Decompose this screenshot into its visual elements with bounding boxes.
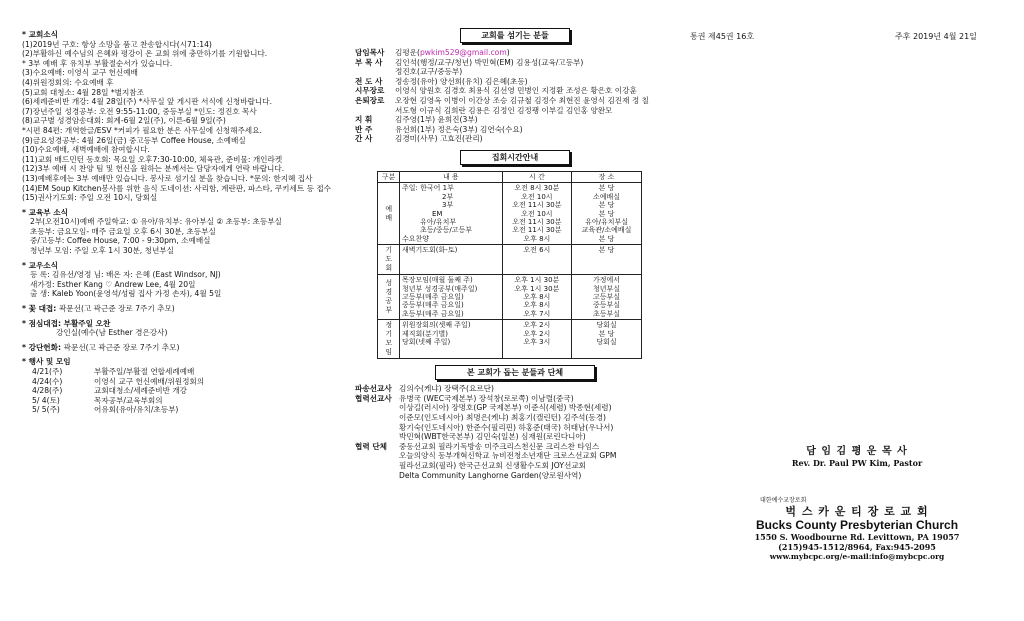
mission-label bbox=[355, 432, 399, 442]
edu-list bbox=[22, 217, 340, 255]
volume-number: 통권 제45권 16호 bbox=[690, 32, 755, 41]
middle-column bbox=[355, 28, 675, 480]
schedule-header: 구분 bbox=[378, 171, 400, 182]
staff-row bbox=[355, 96, 675, 106]
event-date: 4/21(주) bbox=[32, 367, 63, 376]
mission-label bbox=[355, 403, 399, 413]
staff-row bbox=[355, 67, 675, 77]
schedule-item: 오전 11시 30분 bbox=[512, 226, 562, 235]
mission-value: 필라선교회(필라) 한국근선교회 신생활수도회 JOY선교회 bbox=[399, 460, 586, 470]
mission-row bbox=[355, 413, 675, 423]
event-row bbox=[22, 377, 340, 387]
staff-label: 부 목 사 bbox=[355, 57, 383, 67]
mission-row bbox=[355, 432, 675, 442]
schedule-title: 집회시간안내 bbox=[460, 150, 570, 165]
mission-label bbox=[355, 471, 399, 481]
staff-value-text: 정송정(유아) 양선희(유치) 김은혜(초등) bbox=[395, 76, 528, 86]
mission-value: 김의수(케냐) 장택주(요르단) bbox=[399, 384, 494, 394]
news-line: (1)2019년 구호: 항상 소망을 품고 찬송합시다(시71:14) bbox=[22, 39, 212, 49]
schedule-item: 오후 8시 bbox=[523, 301, 551, 310]
mission-value: 오늘의양식 동부개혁신학교 뉴비전청소년재단 크로스선교회 GPM bbox=[399, 451, 617, 461]
edu-line: 2부(오전10시)예배 주일학교: ① 유아/유치부: 유아부실 ② 초등부: 초등부실 bbox=[30, 217, 282, 227]
left-column bbox=[22, 30, 340, 415]
flower-text: 곽문선(고 곽근준 장로 7주기 추모) bbox=[58, 304, 175, 314]
mission-row bbox=[355, 384, 675, 394]
staff-title: 교회를 섬기는 분들 bbox=[460, 28, 570, 43]
schedule-item: 초등부(매주 금요일) bbox=[402, 309, 464, 318]
staff-value bbox=[395, 134, 483, 144]
event-text: 교회대청소/세례준비반 개강 bbox=[94, 386, 187, 396]
event-row bbox=[22, 405, 340, 415]
staff-value-text: 서도형 이규식 김희란 김용은 김정인 김정팽 이부길 김인홍 양완모 bbox=[395, 105, 613, 115]
schedule-cell bbox=[572, 275, 642, 320]
schedule-item: 오후 8시 bbox=[523, 293, 551, 301]
schedule-item: 오후 3시 bbox=[523, 338, 551, 347]
mission-value: 이준모(인도네시아) 최명은(케냐) 최홍기(캘린턴) 김주석(동경) bbox=[399, 413, 606, 422]
members-title: * 교우소식 bbox=[22, 260, 58, 270]
schedule-item: 오전 8시 30분 bbox=[514, 184, 560, 193]
schedule-item: 유아/유치부 bbox=[420, 217, 457, 226]
schedule-item: 본 당 bbox=[598, 329, 615, 338]
schedule-item: 오전 10시 bbox=[521, 192, 553, 201]
pastor-email-link[interactable]: pwkim529@gmail.com bbox=[419, 48, 507, 57]
staff-value bbox=[395, 115, 478, 125]
staff-value bbox=[395, 58, 583, 68]
missions-list bbox=[355, 384, 675, 480]
event-date: 4/24(수) bbox=[32, 376, 63, 386]
edu-line: 중/고등부: Coffee House, 7:00 - 9:30pm, 소예배실 bbox=[30, 236, 211, 246]
mission-row bbox=[355, 394, 675, 404]
schedule-row bbox=[378, 183, 642, 245]
schedule-item: 제직회(분기별) bbox=[402, 329, 449, 338]
mission-row bbox=[355, 442, 675, 452]
schedule-cell bbox=[400, 320, 503, 359]
news-line: * 3부 예배 후 유치부 부활절순서가 있습니다. bbox=[22, 58, 173, 68]
schedule-cell bbox=[502, 275, 571, 320]
church-name-english: Bucks County Presbyterian Church bbox=[755, 518, 959, 532]
staff-value-text: 김평운( bbox=[395, 48, 420, 57]
event-row bbox=[22, 396, 340, 406]
schedule-item: 청년부 성경공부(매주일) bbox=[402, 284, 478, 293]
schedule-item: 본 당 bbox=[598, 201, 615, 210]
schedule-item: EM bbox=[432, 209, 443, 218]
schedule-header-row bbox=[378, 171, 642, 182]
event-date: 5/ 5(주) bbox=[32, 405, 60, 415]
schedule-item: 당회(넷째 주일) bbox=[402, 338, 451, 347]
schedule-item: 2부 bbox=[442, 192, 454, 201]
mission-label: 협력선교사 bbox=[355, 393, 392, 403]
staff-value-text: 오장현 김영옥 이병이 이간상 조승 김규철 김정수 최현진 윤영식 김진재 정 칠 bbox=[395, 95, 649, 105]
staff-value bbox=[395, 77, 528, 87]
staff-value-text: 김경미(사무) 고효진(관리) bbox=[395, 134, 483, 144]
mission-label: 협력 단체 bbox=[355, 441, 387, 451]
staff-value bbox=[395, 48, 510, 58]
staff-value-text: 정진호(교구/중등부) bbox=[395, 67, 463, 77]
edu-line: 초등부: 금요모임- 매주 금요일 오후 6시 30분, 초등부실 bbox=[30, 226, 216, 236]
mission-value: 이상길(러시아) 장명호(GP 국제본부) 이준식(세렴) 박종현(세렴) bbox=[399, 403, 612, 413]
schedule-item: 수요찬양 bbox=[402, 234, 430, 243]
news-line: (2)부활하신 예수님의 은혜와 평강이 온 교회 위에 충만하기를 기원합니다. bbox=[22, 49, 268, 59]
staff-label: 반 주 bbox=[355, 124, 373, 134]
schedule-item: 오전 10시 bbox=[521, 209, 553, 218]
church-name-korean: 벅 스 카 운 티 장 로 교 회 bbox=[785, 505, 929, 518]
mission-value: 황기숙(인도네시아) 한준수(필리핀) 하홍준(태국) 허태남(우나서) bbox=[399, 422, 614, 432]
member-line: 출 생: Kaleb Yoon(윤영석/성림 집사 가정 손자), 4월 5일 bbox=[30, 289, 222, 299]
event-text: 이영식 교구 헌신예배/위원정회의 bbox=[94, 376, 205, 386]
lunch-text: 강인실(예수(남 Esther 경은강사) bbox=[56, 328, 168, 338]
staff-row bbox=[355, 58, 675, 68]
mission-label bbox=[355, 461, 399, 471]
church-phone: (215)945-1512/8964, Fax:945-2095 bbox=[778, 542, 936, 552]
schedule-cell bbox=[572, 320, 642, 359]
schedule-category: 예배 bbox=[378, 183, 400, 245]
issue-date: 주후 2019년 4월 21일 bbox=[895, 32, 977, 41]
flower-line bbox=[22, 304, 340, 314]
schedule-cell bbox=[572, 245, 642, 275]
news-line: (6)세례준비반 개강: 4월 28일(주) *사무실 앞 게시판 서식에 신청바랍니다. bbox=[22, 97, 272, 107]
staff-value bbox=[395, 106, 612, 116]
news-line: (8)교구별 성경암송대회: 회계-6월 2일(주), 이른-6월 9일(주) bbox=[22, 116, 226, 126]
schedule-cell bbox=[502, 183, 571, 245]
news-list bbox=[22, 40, 340, 203]
schedule-item: 오전 11시 30분 bbox=[512, 217, 562, 226]
news-line: *시편 84편: 개역한글/ESV *커피가 필요한 분은 사무실에 신청해주세요. bbox=[22, 125, 262, 135]
schedule-category: 성경공부 bbox=[378, 275, 400, 320]
schedule-cell bbox=[572, 183, 642, 245]
staff-row bbox=[355, 115, 675, 125]
event-row bbox=[22, 386, 340, 396]
event-row bbox=[22, 367, 340, 377]
schedule-item: 고등부(매주 금요일) bbox=[402, 293, 464, 301]
schedule-item: 오후 1시 30분 bbox=[514, 284, 560, 293]
staff-row bbox=[355, 48, 675, 58]
schedule-item: 오전 11시 30분 bbox=[512, 201, 562, 210]
staff-list bbox=[355, 48, 675, 144]
schedule-cell bbox=[400, 245, 503, 275]
schedule-item: 당회실 bbox=[596, 338, 617, 347]
event-text: 목자공부/교육부회의 bbox=[94, 395, 163, 405]
mission-label bbox=[355, 451, 399, 461]
schedule-body bbox=[378, 183, 642, 359]
event-date: 4/28(주) bbox=[32, 386, 63, 396]
events-list bbox=[22, 367, 340, 415]
schedule-row bbox=[378, 320, 642, 359]
staff-value-text: 김인석(행정/교구/청년) 박민혁(EM) 김용성(교육/고등부) bbox=[395, 57, 584, 67]
lunch-title: * 점심대접: 부활주일 오찬 bbox=[22, 318, 111, 328]
schedule-item: 주일: 한국어 1부 bbox=[402, 184, 454, 193]
edu-line: 청년부 모임: 주일 오후 1시 30분, 청년부실 bbox=[30, 246, 174, 256]
schedule-header: 장 소 bbox=[572, 171, 642, 182]
schedule-item: 오후 7시 bbox=[523, 309, 551, 318]
schedule-header: 내 용 bbox=[400, 171, 503, 182]
schedule-item: 본 당 bbox=[598, 246, 615, 255]
schedule-item: 초등부실 bbox=[593, 309, 621, 318]
mission-value: 중동선교회 필라기독방송 미주크리스천신문 크리스찬 타임스 bbox=[399, 441, 600, 451]
schedule-item: 중등부실 bbox=[593, 301, 621, 310]
staff-label: 간 사 bbox=[355, 134, 373, 144]
schedule-row bbox=[378, 245, 642, 275]
staff-row bbox=[355, 106, 675, 116]
staff-label: 지 휘 bbox=[355, 115, 373, 125]
news-line: (11)교회 배드민턴 동호회: 목요일 오후7:30-10:00, 체육관, 준비물: 개인라켓 bbox=[22, 154, 283, 164]
news-line: (5)교회 대청소: 4월 28일 *별지참조 bbox=[22, 87, 144, 97]
schedule-item: 유아/유치부실 bbox=[585, 217, 628, 226]
member-line: 등 록: 김유선/영정 님: 배온 자: 은혜 (East Windsor, NJ) bbox=[30, 270, 221, 280]
schedule-item: 가정에서 bbox=[593, 276, 621, 285]
schedule-item: 고등부실 bbox=[593, 293, 621, 301]
news-line: (9)금요성경공부: 4월 26일(금) 중고등부 Coffee House, 소예배실 bbox=[22, 135, 246, 145]
news-line: (10)수요예배, 새벽예배에 참여합시다. bbox=[22, 145, 150, 155]
schedule-item: 소예배실 bbox=[593, 192, 621, 201]
staff-label bbox=[355, 106, 395, 116]
staff-row bbox=[355, 134, 675, 144]
schedule-cell bbox=[502, 245, 571, 275]
schedule-cell bbox=[400, 183, 503, 245]
mission-value: Delta Community Langhorne Garden(양로원사역) bbox=[399, 470, 582, 480]
member-line: 새가정: Esther Kang ♡ Andrew Lee, 4월 20일 bbox=[30, 279, 196, 289]
church-address: 1550 S. Woodbourne Rd. Levittown, PA 19057 bbox=[754, 532, 960, 542]
church-website: www.mybcpc.org/e-mail:info@mybcpc.org bbox=[769, 552, 945, 561]
schedule-item: 오후 8시 bbox=[523, 234, 551, 243]
staff-row bbox=[355, 77, 675, 87]
schedule-item: 본 당 bbox=[598, 209, 615, 218]
news-line: (7)장년주일 성경공부: 오전 9:55-11:00, 중등부실 *인도: 정진호 목사 bbox=[22, 106, 257, 116]
schedule-item: 당회실 bbox=[596, 321, 617, 330]
news-title: * 교회소식 bbox=[22, 30, 58, 39]
members-list bbox=[22, 270, 340, 299]
event-date: 5/ 4(토) bbox=[32, 395, 60, 405]
news-line: (15)권사기도회: 주일 오전 10시, 당회실 bbox=[22, 193, 158, 203]
edu-title: * 교육부 소식 bbox=[22, 207, 68, 217]
news-line: (3)수요예배: 이영식 교구 헌신예배 bbox=[22, 68, 138, 78]
mission-label: 파송선교사 bbox=[355, 384, 392, 394]
schedule-item: 청년부실 bbox=[593, 284, 621, 293]
pastor-block bbox=[702, 445, 1012, 469]
staff-value bbox=[395, 86, 637, 96]
schedule-item: 위원장회의(셋째 주일) bbox=[402, 321, 471, 330]
staff-value-text: 유선희(1부) 정은숙(3부) 김연숙(수요) bbox=[395, 124, 523, 134]
event-text: 부활주일/부활절 연합세례예배 bbox=[94, 367, 195, 376]
mission-label bbox=[355, 413, 399, 423]
schedule-item: 오후 1시 30분 bbox=[514, 276, 560, 285]
mission-row bbox=[355, 403, 675, 413]
mission-row bbox=[355, 423, 675, 433]
schedule-row bbox=[378, 275, 642, 320]
schedule-item: 본 당 bbox=[598, 184, 615, 193]
missions-title: 본 교회가 돕는 분들과 단체 bbox=[435, 365, 595, 380]
altar-line bbox=[22, 343, 340, 353]
staff-row bbox=[355, 86, 675, 96]
pastor-title: 담 임 김 평 운 목 사 bbox=[806, 446, 908, 457]
schedule-cell bbox=[502, 320, 571, 359]
schedule-table bbox=[377, 171, 642, 359]
news-line: (13)예배후에는 3부 예배만 있습니다. 봉사로 섬기실 분을 찾습니다. *문의: 한지혜 집사 bbox=[22, 173, 313, 183]
schedule-item: 오전 6시 bbox=[523, 246, 551, 255]
altar-text: 곽문선(고 곽근준 장로 7주기 추모) bbox=[63, 342, 180, 352]
staff-label: 담임목사 bbox=[355, 48, 385, 57]
mission-row bbox=[355, 471, 675, 481]
staff-value bbox=[395, 67, 462, 77]
schedule-item: 3부 bbox=[442, 201, 454, 210]
mission-value: 유병국 (WEC국제본부) 장석창(로로쪽) 이남렬(중국) bbox=[399, 393, 574, 403]
schedule-item: 교육관/소예배실 bbox=[581, 226, 632, 235]
events-title: * 행사 및 모임 bbox=[22, 357, 71, 367]
mission-row bbox=[355, 451, 675, 461]
news-line: (14)EM Soup Kitchen봉사를 위한 음식 도네이션: 사리함, 계란판, 파스타, 쿠키세트 등 접수 bbox=[22, 183, 331, 193]
altar-title: * 강단헌화: bbox=[22, 342, 61, 352]
church-denomination: 대한예수교장로회 bbox=[760, 497, 807, 504]
schedule-header: 시 간 bbox=[502, 171, 571, 182]
staff-label: 전 도 사 bbox=[355, 76, 383, 86]
schedule-item: 새벽기도회(화-토) bbox=[402, 246, 458, 255]
mission-value: 박민혁(WBT한국본부) 김민숙(일본) 심재원(로린다니아) bbox=[399, 432, 586, 442]
schedule-item: 초등/중등/고등부 bbox=[420, 226, 473, 235]
staff-label bbox=[355, 67, 395, 77]
staff-value-text: 김주영(1부) 윤희진(3부) bbox=[395, 115, 478, 125]
schedule-cell bbox=[400, 275, 503, 320]
staff-value-text: 이영식 양원호 김경호 최용식 김선영 민병인 지정환 조성은 황은호 이강훈 bbox=[395, 86, 637, 96]
staff-row bbox=[355, 125, 675, 135]
staff-label: 은퇴장로 bbox=[355, 95, 385, 105]
staff-value-after: ) bbox=[506, 48, 510, 57]
flower-title: * 꽃 대접: bbox=[22, 304, 57, 314]
staff-value bbox=[395, 96, 649, 106]
church-block bbox=[702, 497, 1012, 562]
schedule-item: 오후 2시 bbox=[523, 329, 551, 338]
staff-value bbox=[395, 125, 523, 135]
mission-row bbox=[355, 461, 675, 471]
schedule-item: 본 당 bbox=[598, 234, 615, 243]
schedule-item: 오후 2시 bbox=[523, 321, 551, 330]
mission-label bbox=[355, 423, 399, 433]
staff-label: 시무장로 bbox=[355, 86, 385, 96]
news-line: (4)위원정회의: 수요예배 후 bbox=[22, 77, 114, 87]
schedule-category: 정기모임 bbox=[378, 320, 400, 359]
schedule-item: 중등부(매주 금요일) bbox=[402, 301, 464, 310]
event-text: 어유회(유아/유치/초등부) bbox=[94, 405, 179, 415]
schedule-item: 목장모임(매월 둘째 주) bbox=[402, 276, 473, 285]
news-line: (12)3부 예배 시 찬양 팀 및 헌신을 원하는 분께서는 담당자에게 연락 바랍니다. bbox=[22, 164, 285, 174]
pastor-subtitle: Rev. Dr. Paul PW Kim, Pastor bbox=[791, 458, 923, 468]
schedule-category: 기도회 bbox=[378, 245, 400, 275]
